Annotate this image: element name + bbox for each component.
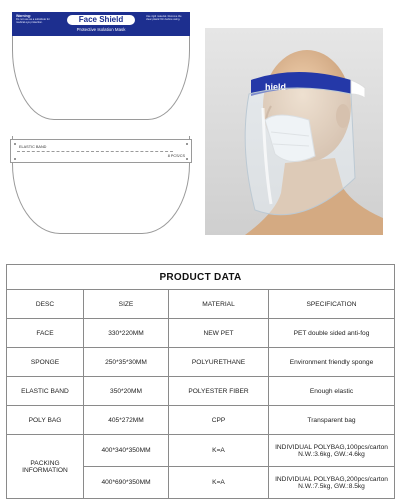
cell-specification: Environment friendly sponge — [269, 348, 395, 377]
elastic-band-label: ELASTIC BAND — [19, 145, 47, 149]
headband-banner — [12, 12, 190, 36]
hole-dot — [186, 143, 188, 145]
table-row — [7, 348, 395, 377]
header-specification: SPECIFICATION — [269, 290, 395, 319]
cell-size: 350*20MM — [84, 377, 169, 406]
warning-text: Warning: Do not use as a substitute for medical eye protection. — [16, 14, 50, 25]
table-row — [7, 319, 395, 348]
cell-specification: INDIVIDUAL POLYBAG,200pcs/carton N.W.:7.5kg, GW.:8.5kg — [269, 467, 395, 499]
cell-size: 400*340*350MM — [84, 435, 169, 467]
product-data-table — [6, 264, 395, 499]
cell-specification: INDIVIDUAL POLYBAG,100pcs/carton N.W.:3.6kg, GW.:4.6kg — [269, 435, 395, 467]
cell-specification: PET double sided anti-fog — [269, 319, 395, 348]
cell-specification: Transparent bag — [269, 406, 395, 435]
cell-material: K=A — [169, 467, 269, 499]
header-material: MATERIAL — [169, 290, 269, 319]
elastic-band-diagram — [10, 139, 192, 163]
cell-size: 405*272MM — [84, 406, 169, 435]
cell-material: POLYESTER FIBER — [169, 377, 269, 406]
header-desc: DESC — [7, 290, 84, 319]
hole-dot — [186, 158, 188, 160]
cell-size: 250*35*30MM — [84, 348, 169, 377]
table-header-row — [7, 290, 395, 319]
cell-desc: FACE — [7, 319, 84, 348]
cell-desc: SPONGE — [7, 348, 84, 377]
cell-desc: POLY BAG — [7, 406, 84, 435]
header-size: SIZE — [84, 290, 169, 319]
cell-size: 400*690*350MM — [84, 467, 169, 499]
banner-title: Face Shield — [67, 15, 135, 25]
hole-dot — [14, 158, 16, 160]
cell-packing-label: PACKING INFORMATION — [7, 435, 84, 499]
cell-material: NEW PET — [169, 319, 269, 348]
cell-specification: Enough elastic — [269, 377, 395, 406]
mannequin-with-shield-image — [205, 28, 383, 235]
table-title: PRODUCT DATA — [7, 265, 395, 290]
table-row — [7, 377, 395, 406]
band-pcs-label: 8 PCS/CS — [167, 154, 185, 158]
cell-material: K=A — [169, 435, 269, 467]
cell-material: POLYURETHANE — [169, 348, 269, 377]
cell-desc: ELASTIC BAND — [7, 377, 84, 406]
mannequin-photo — [205, 28, 383, 235]
cell-material: CPP — [169, 406, 269, 435]
banner-subtitle: Protective Isolation Mask — [76, 27, 126, 32]
svg-text:hield: hield — [265, 82, 287, 92]
cell-size: 330*220MM — [84, 319, 169, 348]
table-row-packing — [7, 435, 395, 467]
band-dashed-line — [17, 151, 173, 152]
hole-dot — [14, 143, 16, 145]
table-row — [7, 406, 395, 435]
banner-right-text: Use rigid material. Remove the clear plastic film before using. — [146, 15, 182, 22]
